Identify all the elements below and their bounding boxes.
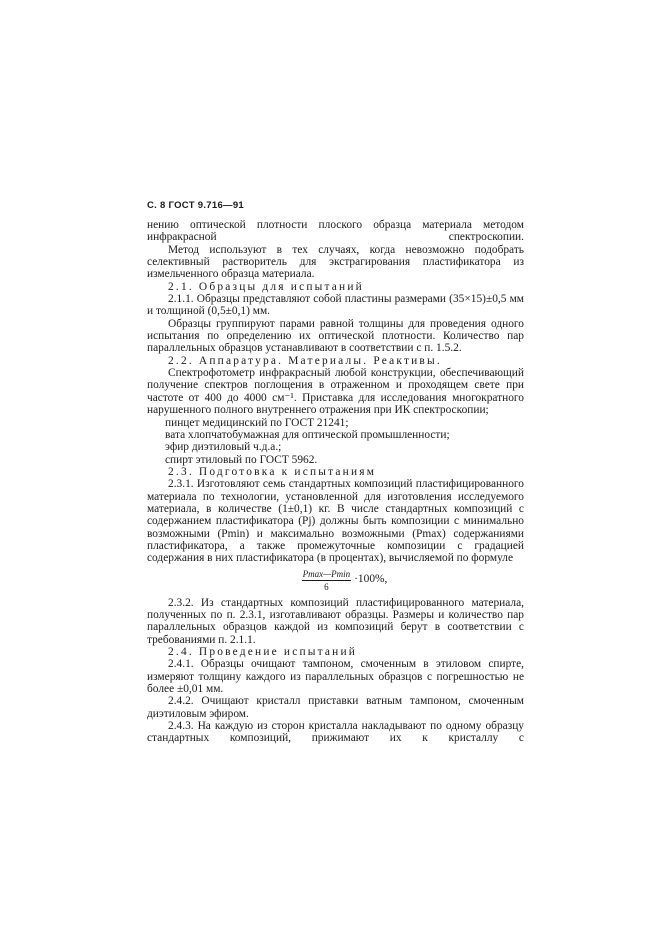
section-heading-2-2: 2.2. Аппаратура. Материалы. Реактивы. <box>168 354 442 367</box>
paragraph-2-4-3: 2.4.3. На каждую из сторон кристалла накладывают по одному образцу стандартных композиций, прижимают их к кристаллу с <box>147 720 524 745</box>
paragraph-2-4-2: 2.4.2. Очищают кристалл приставки ватным тампоном, смоченным диэтиловым эфиром. <box>147 695 524 720</box>
section-heading-2-1: 2.1. Образцы для испытаний <box>168 280 364 293</box>
formula-denominator: 6 <box>324 581 329 592</box>
document-body <box>147 219 524 745</box>
paragraph-continuation: нению оптической плотности плоского образца материала методом инфракрасной спектроскопии. <box>147 219 524 244</box>
paragraph-spectrophotometer: Спектрофотометр инфракрасный любой конструкции, обеспечивающий получение спектров поглощения в отраженном и проходящем свете при частоте от 400 до 4000 см⁻¹. Приставка для исследования многократного нарушенного полного внутреннего отражения при ИК спектроскопии; <box>147 367 524 417</box>
paragraph-2-3-1: 2.3.1. Изготовляют семь стандартных композиций пластифицированного материала по технологии, установленной для изготовления исследуемого материала, в количестве (1±0,1) кг. В числе стандартных композиций с содержанием пластификатора (Pj) должны быть композиции с минимально возможными (Pmin) и максимально возможными (Pmax) содержаниями пластификатора, а также промежуточные композиции с градацией содержания в них пластификатора (в процентах), вычисляемой по формуле <box>147 478 524 565</box>
paragraph-2-3-2: 2.3.2. Из стандартных композиций пластифицированного материала, полученных по п. 2.3.1, изготавливают образцы. Размеры и количество пар параллельных образцов каждой из композиций берут в соответствии с требованиями п. 2.1.1. <box>147 596 524 646</box>
paragraph-sample-grouping: Образцы группируют парами равной толщины для проведения одного испытания по определению их оптической плотности. Количество пар параллельных образцов устанавливают в соответствии с п. 1.5.2. <box>147 317 524 355</box>
list-item-cotton: вата хлопчатобумажная для оптической промышленности; <box>165 428 450 441</box>
paragraph-method-usage: Метод используют в тех случаях, когда невозможно подобрать селективный растворитель для экстрагирования пластификатора из измельченного образца материала. <box>147 243 524 281</box>
formula-numerator: Pmax—Pmin <box>302 568 351 579</box>
formula-tail: ·100%, <box>354 572 388 585</box>
list-item-ether: эфир диэтиловый ч.д.а.; <box>165 441 282 454</box>
paragraph-2-4-1: 2.4.1. Образцы очищают тампоном, смоченным в этиловом спирте, измеряют толщину каждого из параллельных образцов с погрешностью не более ±0,01 мм. <box>147 658 524 696</box>
list-item-alcohol: спирт этиловый по ГОСТ 5962. <box>165 453 318 466</box>
formula <box>147 569 524 592</box>
list-item-tweezers: пинцет медицинский по ГОСТ 21241; <box>165 416 349 429</box>
paragraph-2-1-1: 2.1.1. Образцы представляют собой пластины размерами (35×15)±0,5 мм и толщиной (0,5±0,1) мм. <box>147 293 524 318</box>
section-heading-2-4: 2.4. Проведение испытаний <box>168 646 358 658</box>
page-header: С. 8 ГОСТ 9.716—91 <box>147 200 245 211</box>
formula-fraction <box>302 569 352 592</box>
section-heading-2-3: 2.3. Подготовка к испытаниям <box>168 465 377 478</box>
